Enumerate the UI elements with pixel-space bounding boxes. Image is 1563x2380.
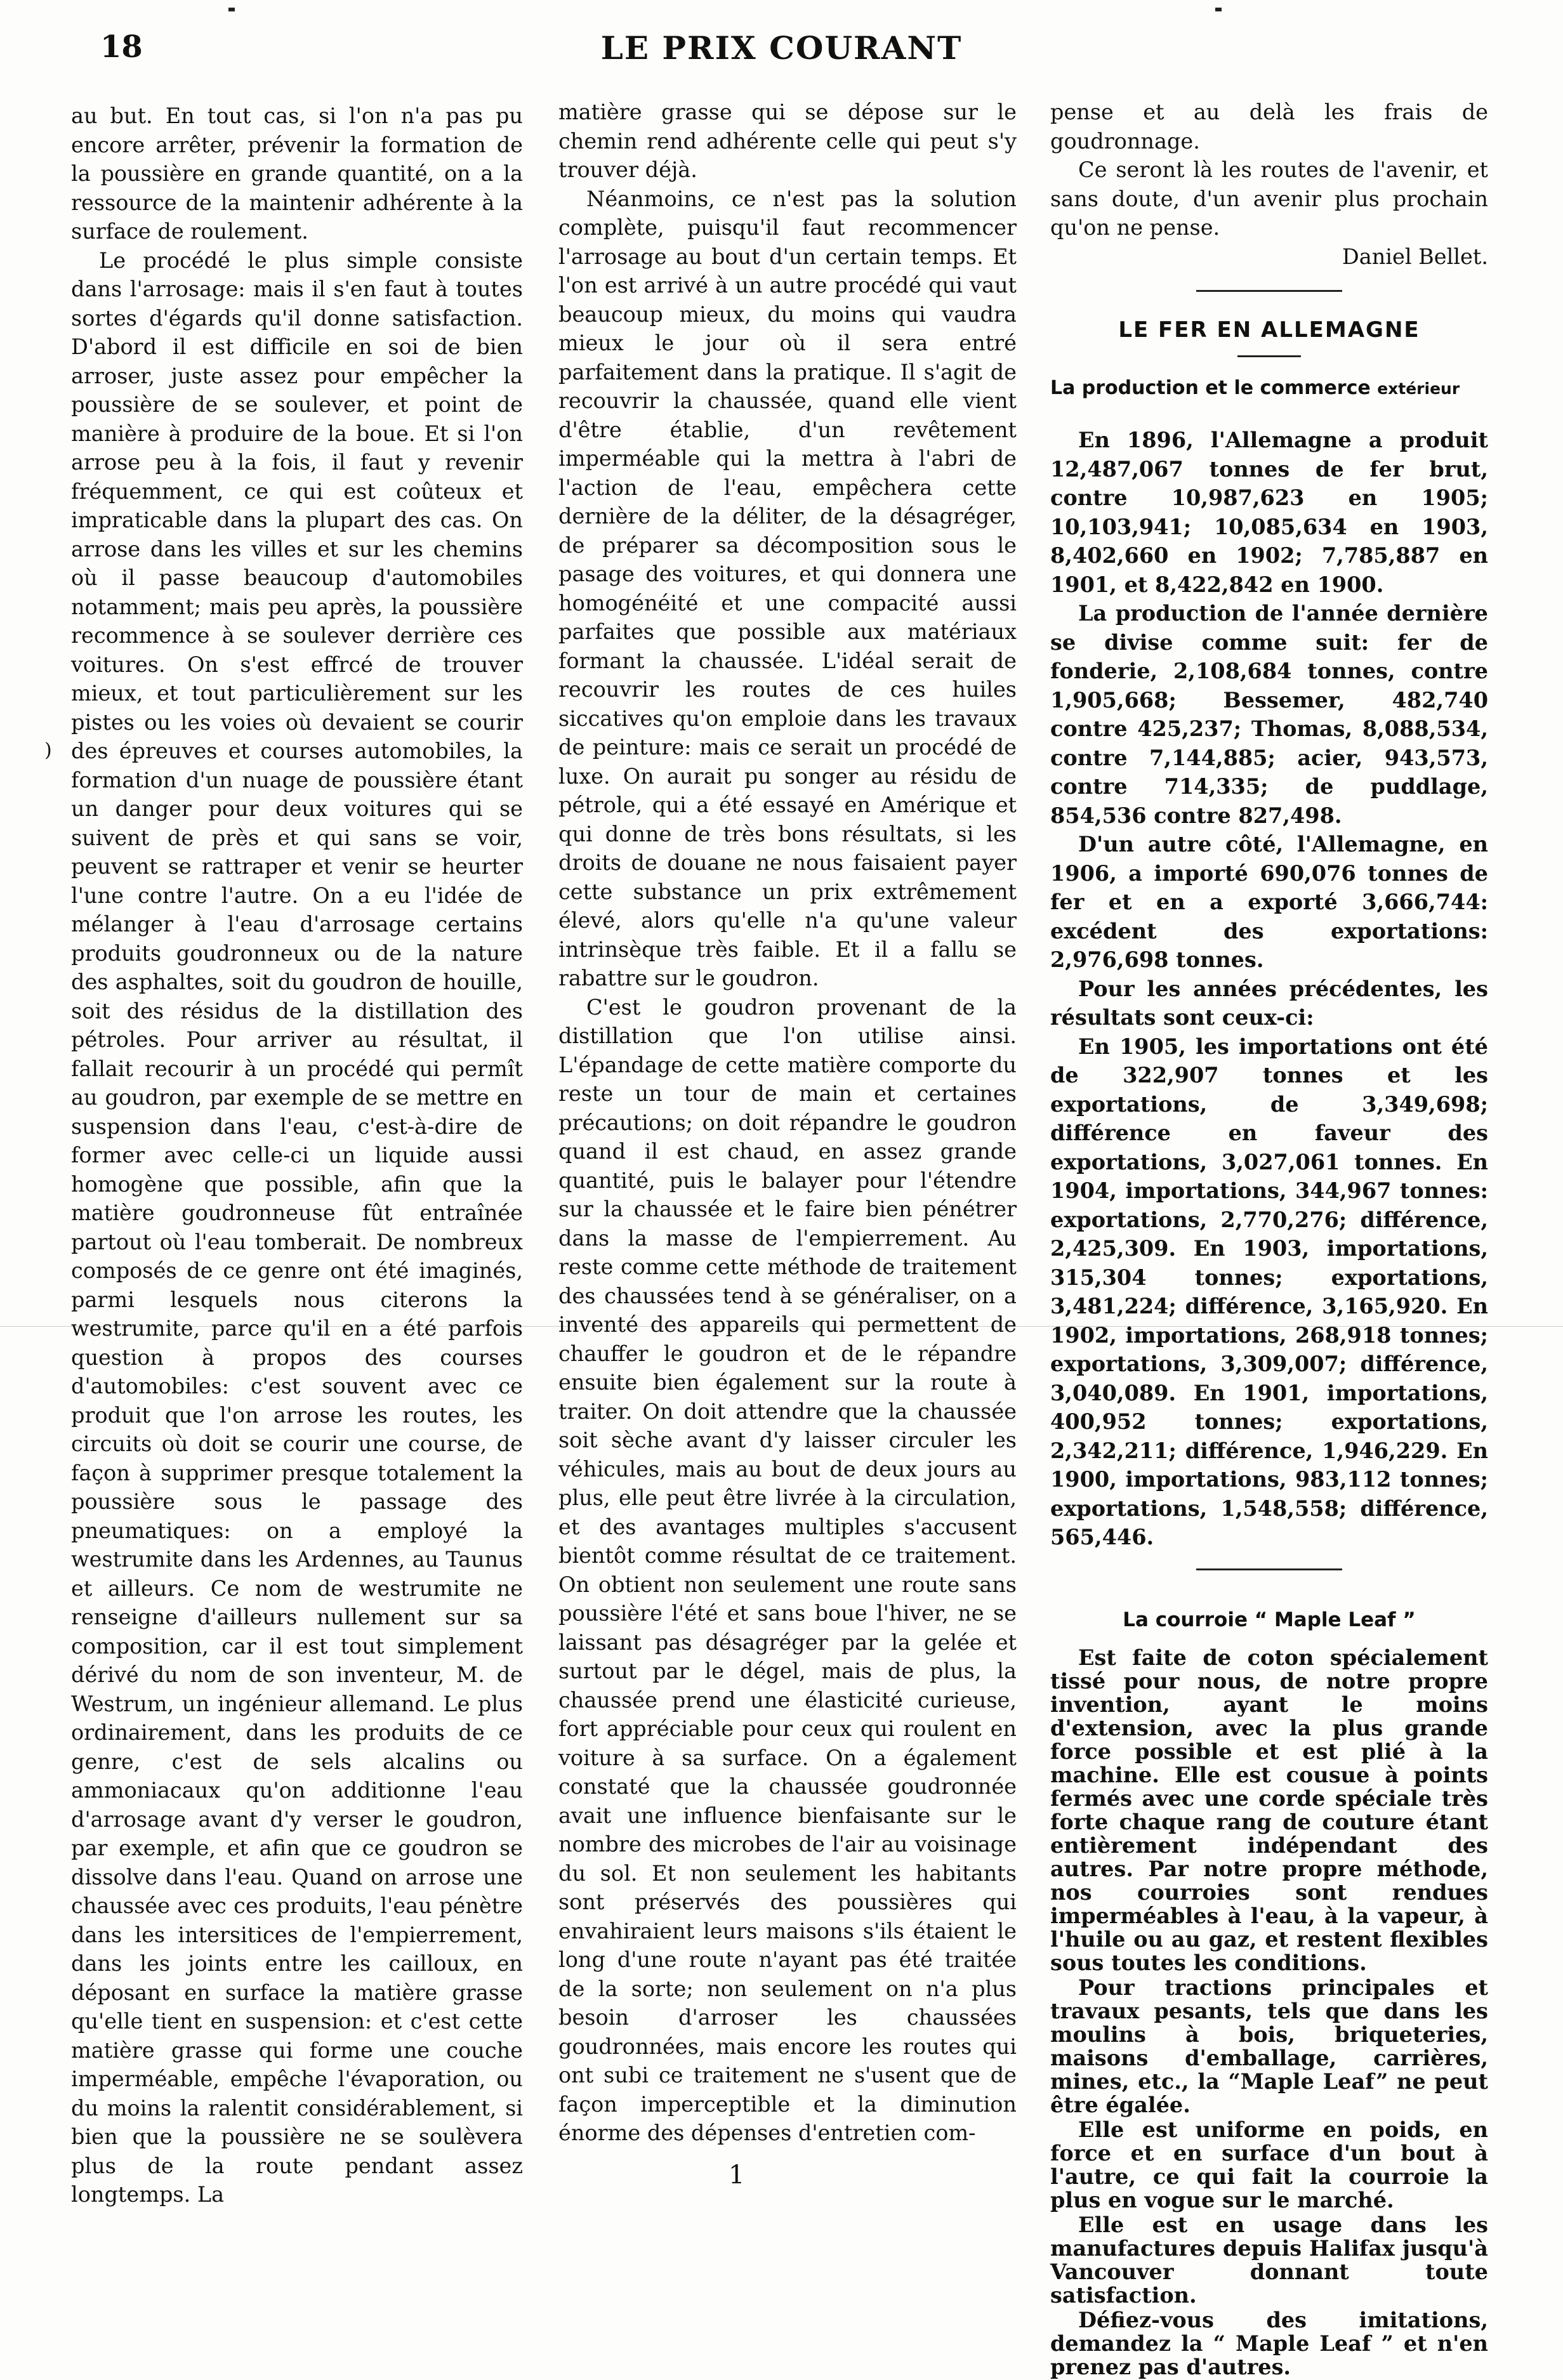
journal-title: LE PRIX COURANT [600,29,963,67]
paragraph: Elle est uniforme en poids, en force et en surface d'un bout à l'autre, ce qui fait la courroie la plus en vogue sur le marché. [1050,2117,1488,2212]
article-fer-en-allemagne [1050,316,1488,1552]
paragraph: pense et au delà les frais de goudronnage. [1050,100,1488,154]
scan-edge-mark [228,8,235,11]
article-subtitle [1050,374,1488,404]
paragraph: Pour tractions principales et travaux pesants, tels que dans les moulins à bois, briqueteries, maisons d'emballage, carrières, mines, etc., la “Maple Leaf” ne peut être égalée. [1050,1975,1488,2117]
paragraph: Est faite de coton spécialement tissé pour nous, de notre propre invention, ayant le moins d'extension, avec la plus grande force possible et est plié à la machine. Elle est cousue à points fermés avec une corde spéciale très forte chaque rang de couture étant entièrement indépendant des autres. Par notre propre méthode, nos courroies sont rendues imperméables à l'eau, à la vapeur, à l'huile ou au gaz, et restent flexibles sous toutes les conditions. [1050,1645,1488,1975]
paragraph: C'est le goudron provenant de la distillation que l'on utilise ainsi. L'épandage de cette matière comporte du reste un tour de main et certaines précautions; on doit répandre le goudron quand il est chaud, en assez grande quantité, puis le balayer pour l'étendre sur la chaussée et le faire bien pénétrer dans la masse de l'empierrement. Au reste comme cette méthode de traitement des chaussées tend à se généraliser, on a inventé des appareils qui permettent de chauffer le goudron et de le répandre ensuite bien également sur la route à traiter. On doit attendre que la chaussée soit sèche avant d'y laisser circuler les véhicules, mais au bout de deux jours au plus, elle peut être livrée à la circulation, et des avantages multiples s'accusent bientôt comme résultat de ce traitement. On obtient non seulement une route sans poussière l'été et sans boue l'hiver, ne se laissant pas désagréger par la gelée et surtout par le dégel, mais de plus, la chaussée prend une élasticité curieuse, fort appréciable pour ceux qui roulent en voiture à sa surface. On a également constaté que la chaussée goudronnée avait une influence bienfaisante sur le nombre des microbes de l'air au voisinage du sol. Et non seulement les habitants sont préservés des poussières qui envahiraient leurs maisons s'ils étaient le long d'une route n'ayant pas été traitée de la sorte; non seulement on n'a plus besoin d'arroser les chaussées goudronnées, mais encore les routes qui ont subi ce traitement ne s'usent que de façon imperceptible et la diminution énorme des dépenses d'entretien com- [558,994,1017,2145]
section-divider [1196,1568,1342,1570]
page-number: 18 [100,29,143,65]
column-3 [1050,98,1488,2380]
author-signature: Daniel Bellet. [1342,244,1488,269]
margin-mark: ) [44,739,52,761]
paragraph: Défiez-vous des imitations, demandez la “ Maple Leaf ” et n'en prenez pas d'autres. [1050,2308,1488,2379]
subtitle-small: extérieur [1377,379,1460,398]
section-divider [1196,290,1342,292]
scan-edge-mark [1215,8,1222,11]
paragraph: D'un autre côté, l'Allemagne, en 1906, a importé 690,076 tonnes de fer et en a exporté 3,666,744: excédent des exportations: 2,976,698 tonnes. [1050,832,1488,972]
paragraph: Le procédé le plus simple consiste dans l'arrosage: mais il s'en faut à toutes sortes d'égards qu'il donne satisfaction. D'abord il est difficile en soi de bien arroser, juste assez pour empêcher la poussière de se soulever, et point de manière à produire de la boue. Et si l'on arrose peu à la fois, il faut y revenir fréquemment, ce qui est coûteux et impraticable dans la plupart des cas. On arrose dans les villes et sur les chemins où il passe beaucoup d'automobiles notamment; mais peu après, la poussière recommence à se soulever derrière ces voitures. On s'est effrcé de trouver mieux, et tout particulièrement sur les pistes ou les voies où devaient se courir des épreuves et courses automobiles, la formation d'un nuage de poussière étant un danger pour deux voitures qui se suivent de près et qui sans se voir, peuvent se rattraper et venir se heurter l'une contre l'autre. On a eu l'idée de mélanger à l'eau d'arrosage certains produits goudronneux ou de la nature des asphaltes, soit du goudron de houille, soit des résidus de la distillation des pétroles. Pour arriver au résultat, il fallait recourir à un procédé qui permît au goudron, par exemple de se mettre en suspension dans l'eau, c'est-à-dire de former avec celle-ci un liquide aussi homogène que possible, afin que la matière goudronneuse fût entraînée partout où l'eau tomberait. De nombreux composés de ce genre ont été imaginés, parmi lesquels nous citerons la westrumite, parce qu'il en a été parfois question à propos des courses d'automobiles: c'est souvent avec ce produit que l'on arrose les routes, les circuits où doit se courir une course, de façon à supprimer presque totalement la poussière sous le passage des pneumatiques: on a employé la westrumite dans les Ardennes, au Taunus et ailleurs. Ce nom de westrumite ne renseigne d'ailleurs nullement sur sa composition, car il est tout simplement dérivé du nom de son inventeur, M. de Westrum, un ingénieur allemand. Le plus ordinairement, dans les produits de ce genre, c'est de sels alcalins ou ammoniacaux qu'on additionne l'eau d'arrosage avant d'y verser le goudron, par exemple, et afin que ce goudron se dissolve dans l'eau. Quand on arrose une chaussée avec ces produits, l'eau pénètre dans les intersitices de l'empierrement, dans les joints entre les cailloux, en déposant en surface la matière grasse qu'elle tient en suspension: et c'est cette matière grasse qui forme une couche imperméable, empêche l'évaporation, ou du moins la ralentit considérablement, si bien que la poussière ne se soulèvera plus de la route pendant assez longtemps. La [71,247,523,2207]
paragraph: En 1905, les importations ont été de 322,907 tonnes et les exportations, de 3,349,698; différence en faveur des exportations, 3,027,061 tonnes. En 1904, importations, 344,967 tonnes: exportations, 2,770,276; différence, 2,425,309. En 1903, importations, 315,304 tonnes; exportations, 3,481,224; différence, 3,165,920. En 1902, importations, 268,918 tonnes; exportations, 3,309,007; différence, 3,040,089. En 1901, importations, 400,952 tonnes; exportations, 2,342,211; différence, 1,946,229. En 1900, importations, 983,112 tonnes; exportations, 1,548,558; différence, 565,446. [1050,1034,1488,1549]
column-2 [558,98,1017,2148]
paragraph: matière grasse qui se dépose sur le chemin rend adhérente celle qui peut s'y trouver déjà. [558,100,1017,182]
paragraph: Ce seront là les routes de l'avenir, et sans doute, d'un avenir plus prochain qu'on ne pense. [1050,157,1488,240]
paragraph: En 1896, l'Allemagne a produit 12,487,067 tonnes de fer brut, contre 10,987,623 en 1905; 10,103,941; 10,085,634 en 1903, 8,402,660 en 1902; 7,785,887 en 1901, et 8,422,842 en 1900. [1050,428,1488,597]
paragraph: Néanmoins, ce n'est pas la solution complète, puisqu'il faut recommencer l'arrosage au bout d'un certain temps. Et l'on est arrivé à un autre procédé qui vaut beaucoup mieux, du moins qui vaudra mieux le jour où il sera entré parfaitement dans la pratique. Il s'agit de recouvrir la chaussée, quand elle vient d'être établie, d'un revêtement imperméable qui la mettra à l'abri de l'action de l'eau, empêchera cette dernière de la déliter, de la désagréger, de préparer sa décomposition sous le pasage des voitures, et qui donnera une homogénéité et une compacité aussi parfaites que possible aux matériaux formant la chaussée. L'idéal serait de recouvrir les routes de ces huiles siccatives qu'on emploie dans les travaux de peinture: mais ce serait un procédé de luxe. On aurait pu songer au résidu de pétrole, qui a été essayé en Amérique et qui donne de très bons résultats, si les droits de douane ne nous faisaient payer cette substance un prix extrêmement élevé, alors qu'elle n'a qu'une valeur intrinsèque très faible. Et il a fallu se rabattre sur le goudron. [558,186,1017,990]
paragraph: Elle est en usage dans les manufactures depuis Halifax jusqu'à Vancouver donnant toute satisfaction. [1050,2212,1488,2308]
paragraph: au but. En tout cas, si l'on n'a pas pu encore arrêter, prévenir la formation de la poussière en grande quantité, on a la ressource de la maintenir adhérente à la surface de roulement. [71,103,523,244]
title-underline [1237,355,1301,357]
column-1 [71,102,523,2209]
footer-mark: 1 [729,2160,745,2190]
paragraph: La production de l'année dernière se divise comme suit: fer de fonderie, 2,108,684 tonnes, contre 1,905,668; Bessemer, 482,740 contre 425,237; Thomas, 8,088,534, contre 7,144,885; acier, 943,573, contre 714,335; de puddlage, 854,536 contre 827,498. [1050,601,1488,828]
article-title: La courroie “ Maple Leaf ” [1123,1608,1416,1631]
article-maple-leaf [1050,1606,1488,2379]
paragraph: Pour les années précédentes, les résultats sont ceux-ci: [1050,976,1488,1030]
subtitle-main: La production et le commerce [1050,376,1371,399]
article-title: LE FER EN ALLEMAGNE [1118,317,1420,343]
